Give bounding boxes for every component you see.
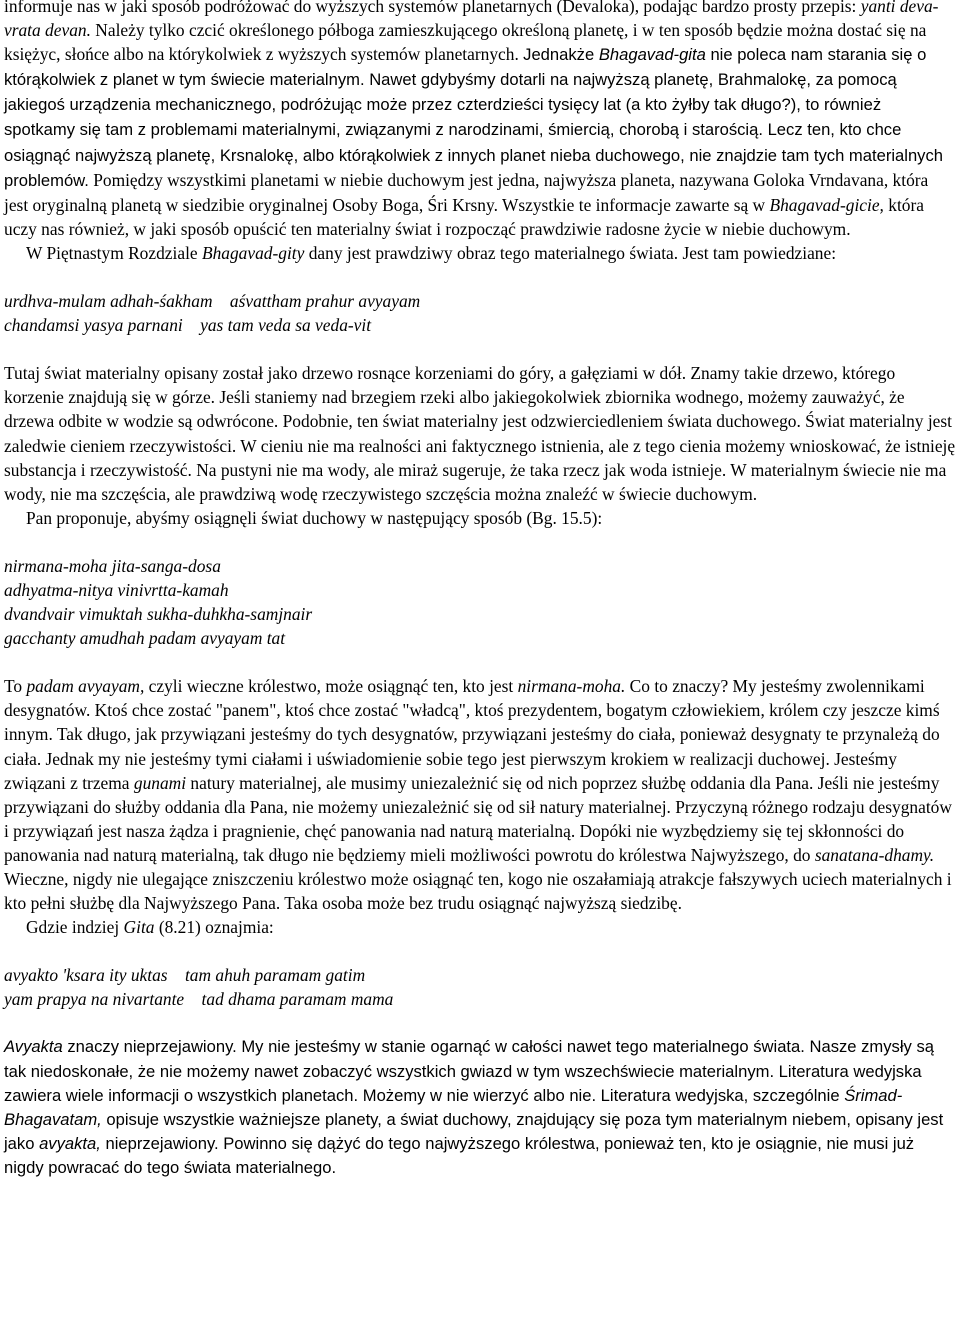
italic-term: Bhagavad-gity — [201, 242, 305, 263]
text-run: Lecz ten, kto chce osiągnąć najwyższą planetę, Krsnalokę, albo którąkolwiek z innych planet nieba duchowego, nie znajdzie tam tych materialnych problemów. — [4, 120, 943, 190]
verse-block-3 — [4, 963, 956, 1011]
text-run: dany jest prawdziwy obraz tego materialnego świata. Jest tam powiedziane: — [304, 242, 837, 263]
paragraph-3 — [4, 361, 956, 506]
text-run: nieprzejawiony. Powinno się dążyć do tego najwyższego królestwa, ponieważ ten, kto je osiągnie, nie musi już nigdy powracać do tego świata materialnego. — [4, 1133, 915, 1177]
text-run: która uczy nas również, w jaki sposób opuścić ten materialny świat i rozpocząć prawdziwie radosne życie w niebie duchowym. — [4, 194, 924, 239]
text-run: Co to znaczy? My jesteśmy zwolennikami desygnatów. Ktoś chce zostać "panem", ktoś chce zostać "władcą", ktoś prezydentem, bogatym człowiekiem, królem czy jeszcze kimś innym. Tak długo, jak przywiązani jesteśmy do tych desygnatów, przywiązani jesteśmy do ciała, ponieważ desygnaty te przynależą do ciała. Jednak my nie jesteśmy tymi ciałami i uświadomienie sobie tego jest pierwszym krokiem w realizacji duchowej. Jesteśmy związani z trzema — [4, 676, 940, 793]
verse-line: dvandvair vimuktah sukha-duhkha-samjnair — [4, 604, 313, 625]
verse-line: chandamsi yasya parnani yas tam veda sa veda-vit — [4, 315, 372, 336]
verse-block-1 — [4, 289, 956, 337]
sans-run — [4, 45, 943, 189]
italic-term: padam avyayam, — [26, 676, 145, 697]
italic-term: sanatana-dhamy. — [814, 844, 935, 865]
verse-line: gacchanty amudhah padam avyayam tat — [4, 628, 286, 649]
italic-term: Śrimad-Bhagavatam, — [4, 1085, 903, 1129]
text-run: Wieczne, nigdy nie ulegające zniszczeniu królestwo może osiągnąć ten, kogo nie oszałamiają atrakcje fałszywych uciech materialnych i kto pełni służbę dla Najwyższego Pana. Taka osoba może bez trudu osiągnąć najwyższą siedzibę. — [4, 869, 952, 914]
italic-term: yanti deva-vrata devan. — [4, 0, 939, 41]
text-run: opisuje wszystkie ważniejsze planety, a świat duchowy, znajdujący się poza tym materialnym niebem, opisany jest jako — [4, 1109, 944, 1153]
italic-term: Avyakta — [4, 1037, 63, 1057]
text-run: natury materialnej, ale musimy uniezależnić się od nich poprzez służbę oddania dla Pana. Jeśli nie jesteśmy przywiązani do służby oddania dla Pana, nie możemy uniezależnić się od sił natury materialnej. Przyczyną różnego rodzaju desygnatów i przywiązań jest nasza żądza i pragnienie, chęć panowania nad naturą materialną. Dopóki nie wyzbędziemy się tej skłonności do panowania nad naturą materialną, tak długo nie będziemy mieli możliwości powrotu do królestwa Najwyższego, do — [4, 772, 952, 865]
italic-term: nirmana-moha. — [517, 676, 626, 697]
paragraph-7 — [4, 1035, 956, 1180]
verse-line: yam prapya na nivartante tad dhama paramam mama — [4, 989, 394, 1010]
text-run: Nawet gdybyśmy dotarli na najwyższą planetę, Brahmalokę, za pomocą jakiegoś urządzenia mechanicznego, podróżując może przez czterdzieści tysięcy lat (a kto żyłby tak długo?), to również spotkamy się tam z problemami materialnymi, związanymi z narodzinami, śmiercią, chorobą i starością. — [4, 70, 897, 140]
verse-line: avyakto 'ksara ity uktas tam ahuh paramam gatim — [4, 965, 366, 986]
text-run: informuje nas w jaki sposób podróżować do wyższych systemów planetarnych (Devaloka), podając bardzo prosty przepis: — [4, 0, 861, 16]
verse-line: adhyatma-nitya vinivrtta-kamah — [4, 579, 229, 600]
text-run: W Piętnastym Rozdziale — [26, 242, 202, 263]
text-run: Pomiędzy wszystkimi planetami w niebie duchowym jest jedna, najwyższa planeta, nazywana Goloka Vrndavana, która jest oryginalną planetą w siedzibie oryginalnej Osoby Boga, Śri Krsny. Wszystkie te informacje zawarte są w — [4, 169, 929, 215]
paragraph-1 — [4, 0, 956, 241]
text-run: Należy tylko czcić określonego półboga zamieszkującego określoną planetę, i w ten sposób będzie można dostać się na księżyc, słońce albo na którykolwiek z wyższych systemów planetarnych. — [4, 20, 927, 65]
italic-term: gunami — [133, 772, 187, 793]
italic-term: avyakta, — [39, 1133, 101, 1153]
verse-block-2 — [4, 554, 956, 650]
paragraph-2 — [4, 241, 956, 265]
document-page — [4, 0, 956, 1180]
italic-term: Gita — [123, 917, 155, 938]
text-run: Jednakże — [523, 45, 599, 65]
text-run: (8.21) oznajmia: — [154, 917, 274, 938]
verse-line: urdhva-mulam adhah-śakham aśvattham prahur avyayam — [4, 291, 421, 312]
text-run: Tutaj świat materialny opisany został jako drzewo rosnące korzeniami do góry, a gałęziami w dół. Znamy takie drzewo, którego korzenie znajdują się w górze. Jeśli staniemy nad brzegiem rzeki albo jakiegokolwiek zbiornika wodnego, możemy zauważyć, że drzewa odbite w wodzie są odwrócone. Podobnie, ten świat materialny jest odzwierciedleniem świata duchowego. Świat materialny jest zaledwie cieniem rzeczywistości. W cieniu nie ma realności ani faktycznego istnienia, ale z tego cienia możemy wnioskować, że istnieję substancja i rzeczywistość. Na pustyni nie ma wody, ale miraż sugeruje, że taka rzecz jak woda istnieje. W materialnym świecie nie ma wody, nie ma szczęścia, ale prawdziwą wodę rzeczywistego szczęścia można znaleźć w świecie duchowym. — [4, 363, 956, 504]
text-run: To — [4, 676, 27, 697]
paragraph-5 — [4, 674, 956, 915]
text-run: nie poleca nam starania się o którąkolwiek z planet w tym świecie materialnym. — [4, 45, 927, 90]
text-run: czyli wieczne królestwo, może osiągnąć ten, kto jest — [144, 676, 518, 697]
text-run: znaczy nieprzejawiony. My nie jesteśmy w stanie ogarnąć w całości nawet tego materialnego świata. Nasze zmysły są tak niedoskonałe, że nie możemy nawet zobaczyć wszystkich gwiazd w tym wszechświecie materialnym. Literatura wedyjska zawiera wiele informacji o wszystkich planetach. Możemy w nie wierzyć albo nie. Literatura wedyjska, szczególnie — [4, 1037, 934, 1105]
verse-line: nirmana-moha jita-sanga-dosa — [4, 555, 221, 576]
paragraph-4: Pan proponuje, abyśmy osiągnęli świat duchowy w następujący sposób (Bg. 15.5): — [26, 507, 603, 528]
paragraph-6 — [4, 915, 956, 939]
italic-term: Bhagavad-gicie, — [769, 194, 884, 215]
text-run: Gdzie indziej — [26, 917, 124, 938]
italic-term: Bhagavad-gita — [598, 45, 706, 65]
